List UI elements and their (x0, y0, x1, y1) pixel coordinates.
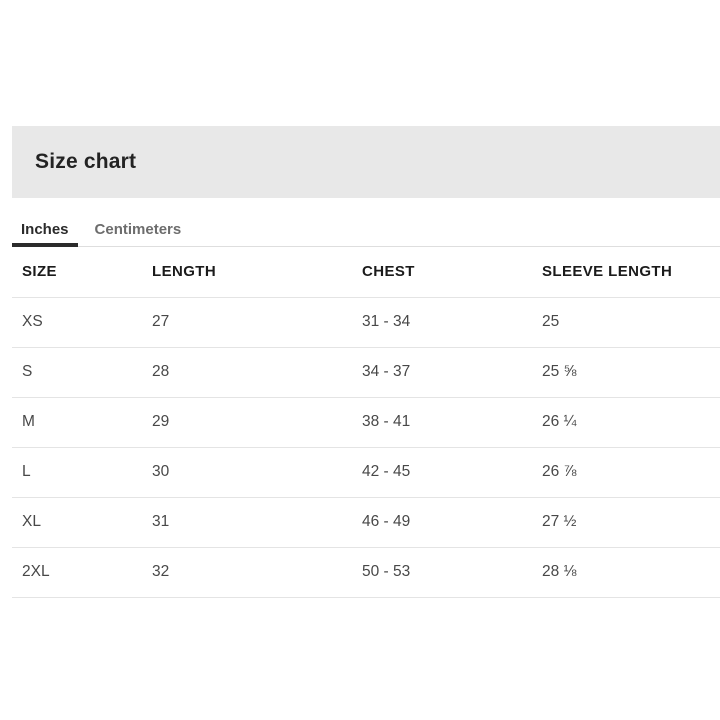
table-cell-sleeve-length: 26 ⅞ (542, 447, 720, 497)
table-cell-sleeve-length: 25 ⅝ (542, 347, 720, 397)
table-cell-chest: 50 - 53 (362, 547, 542, 597)
table-cell-size: 2XL (12, 547, 152, 597)
tab-centimeters[interactable]: Centimeters (86, 198, 191, 247)
table-cell-length: 30 (152, 447, 362, 497)
table-row (12, 347, 720, 397)
size-chart-header (12, 126, 720, 198)
table-cell-size: L (12, 447, 152, 497)
column-header-chest: CHEST (362, 247, 542, 297)
size-table-head (12, 247, 720, 297)
size-table (12, 247, 720, 598)
table-cell-size: XS (12, 297, 152, 347)
table-cell-chest: 42 - 45 (362, 447, 542, 497)
table-cell-sleeve-length: 25 (542, 297, 720, 347)
header-row (12, 247, 720, 297)
column-header-sleeve-length: SLEEVE LENGTH (542, 247, 720, 297)
table-cell-length: 32 (152, 547, 362, 597)
table-cell-size: M (12, 397, 152, 447)
table-cell-sleeve-length: 27 ½ (542, 497, 720, 547)
table-cell-length: 31 (152, 497, 362, 547)
table-cell-length: 29 (152, 397, 362, 447)
table-cell-size: XL (12, 497, 152, 547)
table-row (12, 547, 720, 597)
table-row (12, 447, 720, 497)
table-cell-size: S (12, 347, 152, 397)
table-cell-length: 28 (152, 347, 362, 397)
table-row (12, 297, 720, 347)
size-chart-title: Size chart (35, 150, 137, 173)
unit-tabs (12, 198, 720, 247)
tab-inches[interactable]: Inches (12, 198, 78, 247)
table-cell-sleeve-length: 28 ⅛ (542, 547, 720, 597)
table-row (12, 497, 720, 547)
table-cell-chest: 34 - 37 (362, 347, 542, 397)
size-table-body (12, 297, 720, 597)
table-cell-chest: 31 - 34 (362, 297, 542, 347)
table-cell-sleeve-length: 26 ¼ (542, 397, 720, 447)
table-cell-chest: 46 - 49 (362, 497, 542, 547)
column-header-length: LENGTH (152, 247, 362, 297)
table-cell-length: 27 (152, 297, 362, 347)
size-chart-panel (12, 126, 720, 598)
column-header-size: SIZE (12, 247, 152, 297)
table-row (12, 397, 720, 447)
table-cell-chest: 38 - 41 (362, 397, 542, 447)
